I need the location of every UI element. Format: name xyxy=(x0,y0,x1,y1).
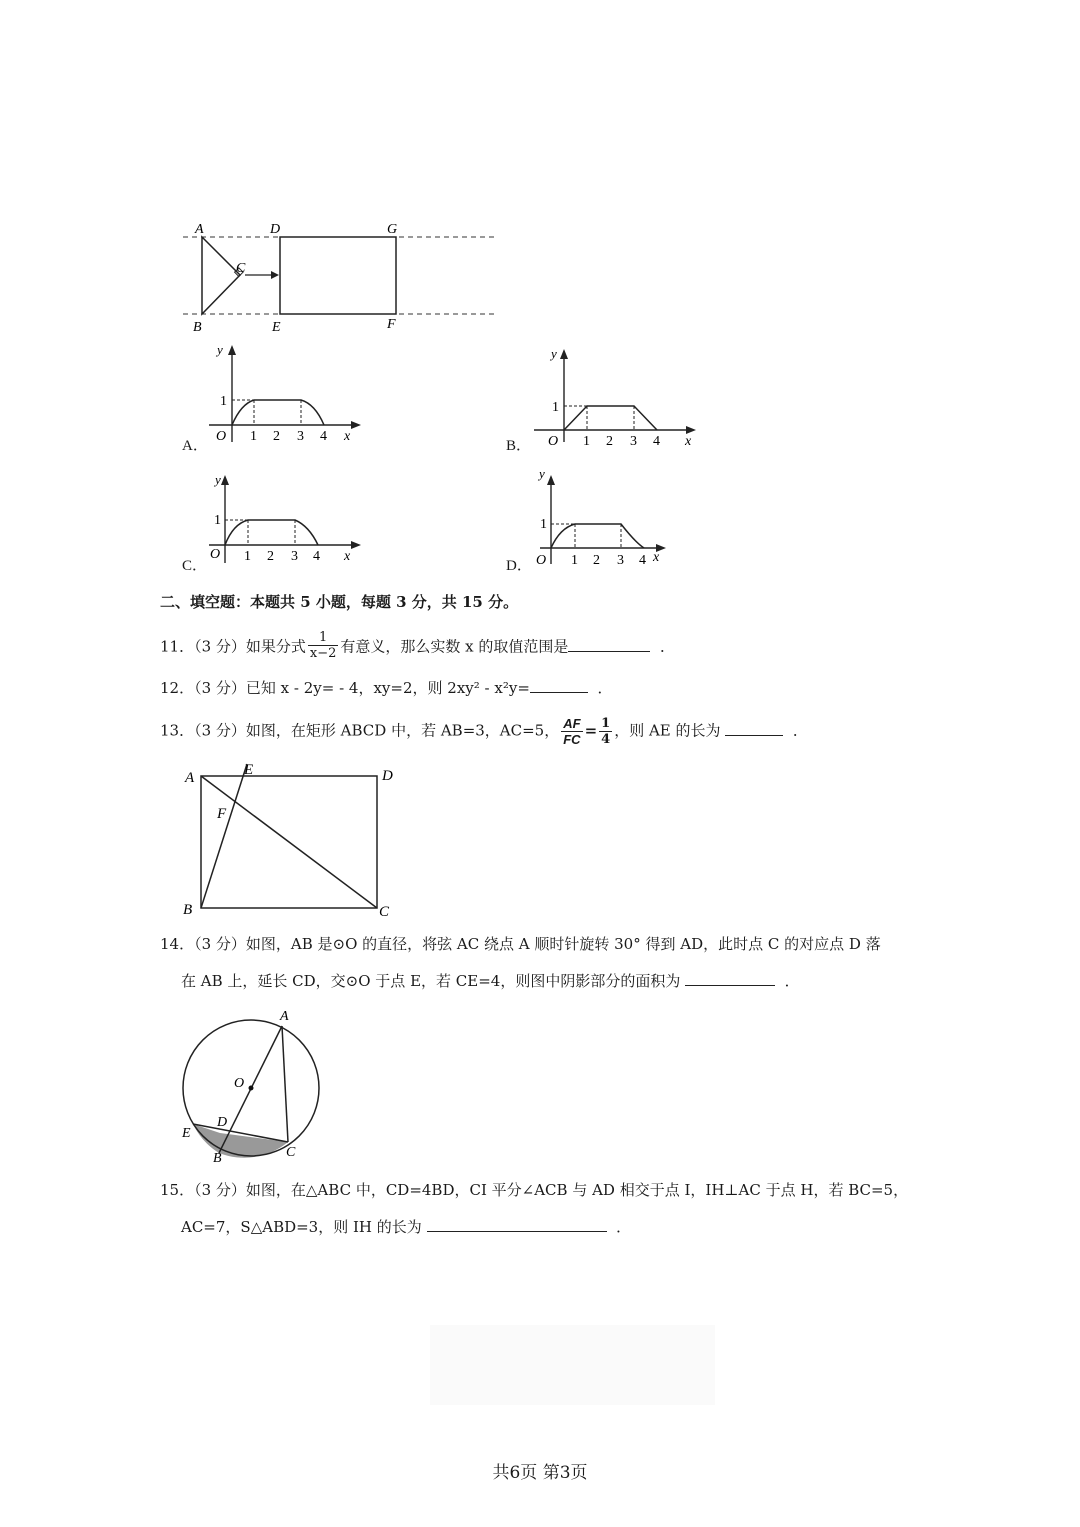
svg-text:x: x xyxy=(344,549,351,564)
svg-text:O: O xyxy=(536,553,547,568)
label-F: F xyxy=(387,317,396,332)
svg-text:3: 3 xyxy=(630,434,637,447)
svg-text:4: 4 xyxy=(313,549,320,564)
label-E: E xyxy=(272,320,281,335)
tick-2: 2 xyxy=(273,429,280,444)
svg-text:A: A xyxy=(280,1009,289,1024)
fraction: $\frac{1}{x-2}$ xyxy=(309,630,337,661)
option-c-label: C． xyxy=(182,558,208,574)
option-a-label: A． xyxy=(182,438,208,454)
svg-text:E: E xyxy=(182,1126,191,1141)
graph-b xyxy=(530,342,700,447)
answer-blank[interactable] xyxy=(530,678,588,693)
answer-blank[interactable] xyxy=(568,637,650,652)
svg-text:x: x xyxy=(685,434,692,447)
blank-area xyxy=(430,1325,715,1405)
page-footer: 共6页 第3页 xyxy=(492,1463,588,1483)
svg-text:4: 4 xyxy=(653,434,660,447)
svg-text:B: B xyxy=(213,1151,222,1165)
svg-text:F: F xyxy=(217,806,227,822)
answer-blank[interactable] xyxy=(427,1217,607,1232)
svg-text:C: C xyxy=(379,904,390,920)
svg-text:1: 1 xyxy=(583,434,590,447)
svg-text:y: y xyxy=(215,472,221,487)
graph-d xyxy=(530,464,690,569)
figure-14-circle xyxy=(175,1005,335,1165)
svg-text:1: 1 xyxy=(552,400,559,415)
svg-text:y: y xyxy=(551,346,557,361)
label-A: A xyxy=(195,222,204,237)
label-C: C xyxy=(236,261,246,276)
question-14-line1: 14．（3 分）如图，AB 是⊙O 的直径，将弦 AC 绕点 A 顺时针旋转 30° 得到 AD，此时点 C 的对应点 D 落 xyxy=(160,935,881,953)
svg-text:1: 1 xyxy=(244,549,251,564)
axis-one: 1 xyxy=(220,394,227,409)
question-15-line1: 15．（3 分）如图，在△ABC 中，CD=4BD，CI 平分∠ACB 与 AD 相交于点 I，IH⊥AC 于点 H，若 BC=5， xyxy=(160,1181,909,1199)
section-heading: 二、填空题：本题共 5 小题，每题 3 分，共 15 分。 xyxy=(160,593,519,611)
axis-x: x xyxy=(344,429,351,444)
question-14-line2: 在 AB 上，延长 CD，交⊙O 于点 E，若 CE=4，则图中阴影部分的面积为 ． xyxy=(181,972,800,990)
svg-text:1: 1 xyxy=(571,553,578,568)
svg-text:O: O xyxy=(210,547,221,562)
svg-text:O: O xyxy=(234,1076,245,1091)
tick-4: 4 xyxy=(320,429,327,444)
svg-text:3: 3 xyxy=(617,553,624,568)
answer-blank[interactable] xyxy=(725,721,783,736)
svg-text:3: 3 xyxy=(291,549,298,564)
rect-translation-figure xyxy=(175,215,505,340)
tick-3: 3 xyxy=(297,429,304,444)
svg-text:1: 1 xyxy=(540,517,547,532)
svg-text:4: 4 xyxy=(639,553,646,568)
question-11: 11．（3 分）如果分式 $\frac{1}{x-2}$ 有意义，那么实数 x 的取值范围是 ． xyxy=(160,630,675,661)
svg-text:E: E xyxy=(244,762,254,778)
svg-text:A: A xyxy=(185,770,195,786)
axis-y: y xyxy=(217,342,223,357)
svg-text:B: B xyxy=(183,902,193,918)
question-15-line2: AC=7，S△ABD=3，则 IH 的长为 ． xyxy=(181,1218,632,1236)
graph-a xyxy=(205,342,365,447)
svg-text:1: 1 xyxy=(214,513,221,528)
figure-13-rectangle xyxy=(180,758,400,923)
question-12: 12．（3 分）已知 x - 2y= - 4，xy=2，则 2xy² - x²y= ． xyxy=(160,679,613,697)
answer-blank[interactable] xyxy=(685,971,775,986)
svg-text:2: 2 xyxy=(606,434,613,447)
graph-c xyxy=(205,468,365,568)
option-b-label: B． xyxy=(506,438,532,454)
label-G: G xyxy=(387,222,398,237)
question-13: 13．（3 分）如图，在矩形 ABCD 中，若 AB=3，AC=5， $\frac{AF}{FC}$ = $\frac{1}{4}$ ，则 AE 的长为 ． xyxy=(160,716,808,747)
svg-text:2: 2 xyxy=(593,553,600,568)
origin: O xyxy=(216,429,227,444)
svg-text:D: D xyxy=(382,768,393,784)
tick-1: 1 xyxy=(250,429,257,444)
svg-text:y: y xyxy=(539,466,545,481)
svg-text:C: C xyxy=(286,1145,296,1160)
svg-text:O: O xyxy=(548,434,559,447)
svg-text:2: 2 xyxy=(267,549,274,564)
option-d-label: D． xyxy=(506,558,532,574)
svg-text:D: D xyxy=(217,1115,228,1130)
svg-text:x: x xyxy=(653,550,660,565)
label-B: B xyxy=(193,320,202,335)
label-D: D xyxy=(270,222,281,237)
